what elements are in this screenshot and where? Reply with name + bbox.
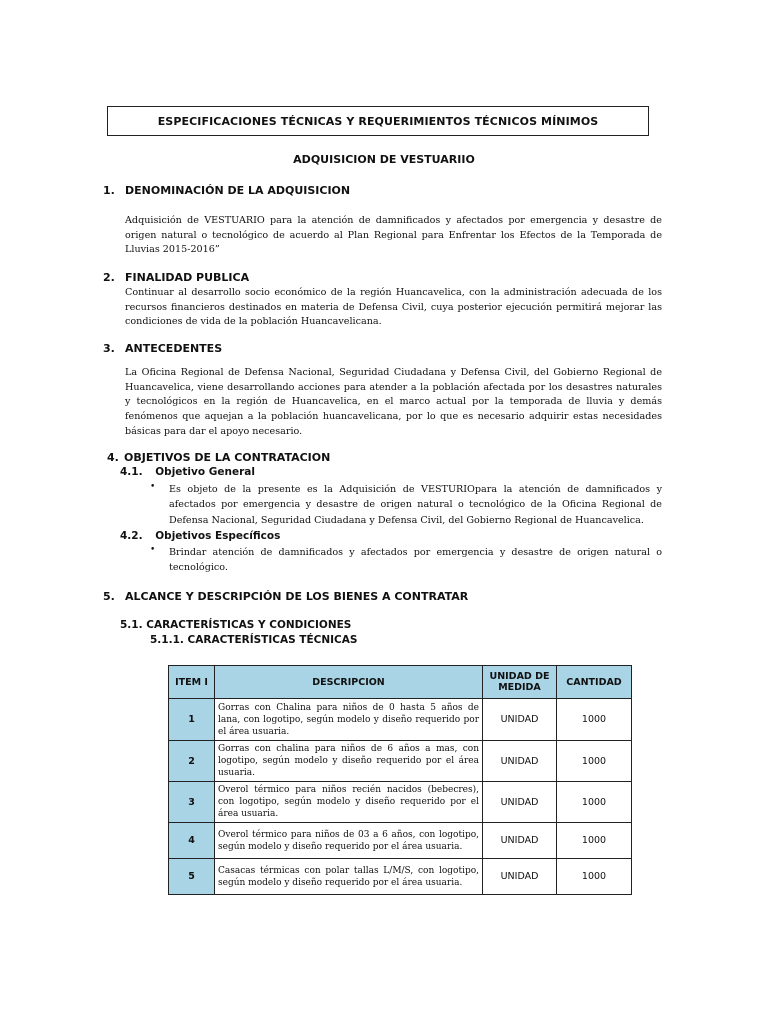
header-unit: UNIDAD DE MEDIDA xyxy=(483,666,557,699)
section-2-number: 2. xyxy=(103,271,115,284)
subsection-4-1-body: Es objeto de la presente es la Adquisición de VESTURIOpara la atención de damnificados y afectados por emergencia y desastre de origen natural o tecnológico de la Oficina Regional de Defensa Nacional, Seguridad Ciudadana y Defensa Civil, del Gobierno Regional de Huancavelica. xyxy=(169,484,662,526)
section-2-body: Continuar al desarrollo socio económico de la región Huancavelica, con la administración adecuada de los recursos financieros destinados en materia de Defensa Civil, cuya posterior ejecución permitirá mejorar las condiciones de vida de la población Huancavelicana. xyxy=(125,287,662,328)
subsection-5-1-heading: 5.1. CARACTERÍSTICAS Y CONDICIONES xyxy=(120,619,352,631)
section-3-number: 3. xyxy=(103,342,115,355)
cell-quantity: 1000 xyxy=(557,699,632,741)
cell-quantity: 1000 xyxy=(557,859,632,895)
table-header-row xyxy=(169,666,632,699)
cell-description: Gorras con Chalina para niños de 0 hasta 5 años de lana, con logotipo, según modelo y diseño requerido por el área usuaria. xyxy=(215,699,483,741)
document-title: ESPECIFICACIONES TÉCNICAS Y REQUERIMIENTOS TÉCNICOS MÍNIMOS xyxy=(107,106,649,136)
bullet-glyph: • xyxy=(150,545,156,555)
cell-unit: UNIDAD xyxy=(483,741,557,782)
section-1-body: Adquisición de VESTUARIO para la atención de damnificados y afectados por emergencia y desastre de origen natural o tecnológico de acuerdo al Plan Regional para Enfrentar los Efectos de la Temporada de Lluvias 2015-2016” xyxy=(125,215,662,256)
cell-item: 2 xyxy=(169,741,215,782)
cell-description: Casacas térmicas con polar tallas L/M/S, con logotipo, según modelo y diseño requerido por el área usuaria. xyxy=(215,859,483,895)
table-row xyxy=(169,782,632,823)
section-1-title: DENOMINACIÓN DE LA ADQUISICION xyxy=(125,184,351,197)
table-row xyxy=(169,741,632,782)
document-subtitle: ADQUISICION DE VESTUARIIO xyxy=(293,153,475,166)
section-4-number: 4. xyxy=(107,451,119,464)
subsection-4-2-number: 4.2. xyxy=(120,530,143,542)
cell-unit: UNIDAD xyxy=(483,699,557,741)
section-4-title: OBJETIVOS DE LA CONTRATACION xyxy=(124,451,331,464)
cell-unit: UNIDAD xyxy=(483,859,557,895)
cell-item: 4 xyxy=(169,823,215,859)
cell-quantity: 1000 xyxy=(557,741,632,782)
cell-description: Overol térmico para niños de 03 a 6 años, con logotipo, según modelo y diseño requerido por el área usuaria. xyxy=(215,823,483,859)
cell-quantity: 1000 xyxy=(557,823,632,859)
cell-description: Gorras con chalina para niños de 6 años a mas, con logotipo, según modelo y diseño requerido por el área usuaria. xyxy=(215,741,483,782)
bullet-glyph: • xyxy=(150,482,156,492)
header-quantity: CANTIDAD xyxy=(557,666,632,699)
subsection-4-1-title: Objetivo General xyxy=(155,466,255,478)
cell-unit: UNIDAD xyxy=(483,823,557,859)
section-1-number: 1. xyxy=(103,184,115,197)
subsection-4-1-number: 4.1. xyxy=(120,466,143,478)
cell-item: 5 xyxy=(169,859,215,895)
header-description: DESCRIPCION xyxy=(215,666,483,699)
section-2-title: FINALIDAD PUBLICA xyxy=(125,271,250,284)
cell-quantity: 1000 xyxy=(557,782,632,823)
cell-item: 1 xyxy=(169,699,215,741)
cell-item: 3 xyxy=(169,782,215,823)
section-5-title: ALCANCE Y DESCRIPCIÓN DE LOS BIENES A CONTRATAR xyxy=(125,590,469,603)
cell-description: Overol térmico para niños recién nacidos (bebecres), con logotipo, según modelo y diseño requerido por el área usuaria. xyxy=(215,782,483,823)
section-5-number: 5. xyxy=(103,590,115,603)
cell-unit: UNIDAD xyxy=(483,782,557,823)
subsection-4-1-heading xyxy=(120,466,255,478)
subsection-5-1-1-heading: 5.1.1. CARACTERÍSTICAS TÉCNICAS xyxy=(150,634,358,646)
items-table xyxy=(168,665,632,895)
table-row xyxy=(169,823,632,859)
header-item: ITEM I xyxy=(169,666,215,699)
subsection-4-2-body: Brindar atención de damnificados y afectados por emergencia y desastre de origen natural o tecnológico. xyxy=(169,547,662,574)
table-row xyxy=(169,859,632,895)
table-row xyxy=(169,699,632,741)
subsection-4-2-heading xyxy=(120,530,280,542)
subsection-4-2-title: Objetivos Específicos xyxy=(155,530,281,542)
section-3-body: La Oficina Regional de Defensa Nacional, Seguridad Ciudadana y Defensa Civil, del Gobierno Regional de Huancavelica, viene desarrollando acciones para atender a la población afectada por los desastres naturales y tecnológicos en la región de Huancavelica, en el marco actual por la temporada de lluvia y demás fenómenos que aquejan a la población huancavelicana, por lo que es necesario adquirir estas necesidades básicas para dar el apoyo necesario. xyxy=(125,367,662,437)
section-3-title: ANTECEDENTES xyxy=(125,342,223,355)
